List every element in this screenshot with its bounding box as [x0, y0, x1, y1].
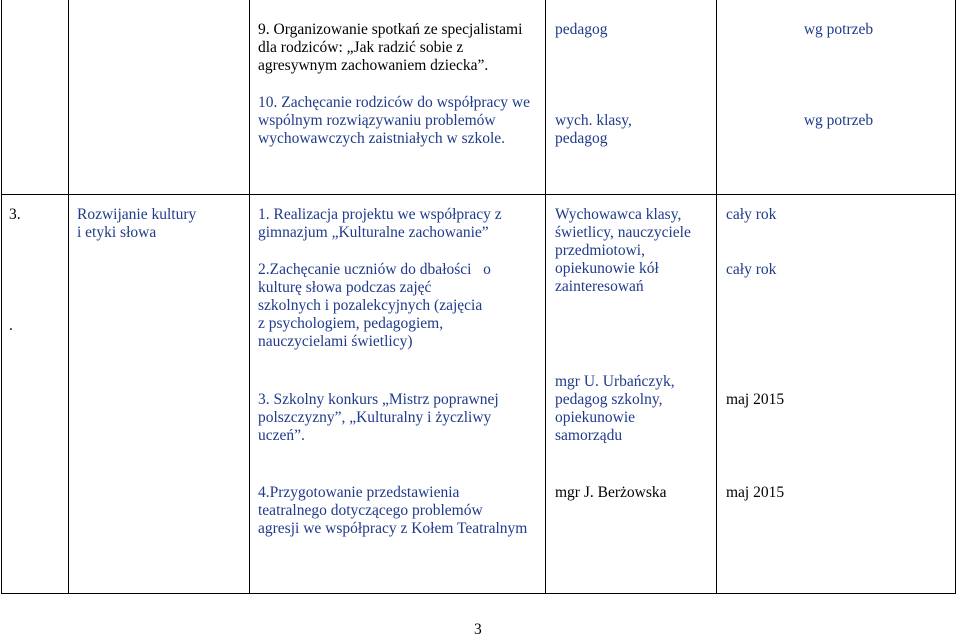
- section-number: 3.: [9, 206, 21, 223]
- page-number: 3: [474, 621, 482, 638]
- activity-2: 2.Zachęcanie uczniów do dbałości o kulturę słowa podczas zajęć szkolnych i pozalekcyjnych (zajęcia z psychologiem, pedagogiem, nauczycielami świetlicy): [258, 261, 491, 350]
- term-1: cały rok: [726, 206, 777, 223]
- activity-1: 1. Realizacja projektu we współpracy z gimnazjum „Kulturalne zachowanie”: [258, 206, 502, 241]
- term-3: maj 2015: [726, 391, 785, 408]
- section-dot: .: [9, 317, 13, 334]
- responsible-9: pedagog: [555, 21, 608, 38]
- column-divider-2: [249, 0, 250, 594]
- term-10: wg potrzeb: [803, 112, 874, 129]
- row-divider: [1, 194, 956, 195]
- column-divider-1: [68, 0, 69, 594]
- column-divider-3: [545, 0, 546, 594]
- activity-4: 4.Przygotowanie przedstawienia teatralnego dotyczącego problemów agresji we współpracy z Kołem Teatralnym: [258, 484, 528, 537]
- table-bottom-border: [1, 593, 956, 594]
- responsible-4: mgr J. Berżowska: [555, 484, 667, 501]
- term-4: maj 2015: [726, 484, 785, 501]
- responsible-10: wych. klasy, pedagog: [555, 112, 632, 147]
- table-left-border: [1, 0, 2, 594]
- activity-9: 9. Organizowanie spotkań ze specjalistami dla rodziców: „Jak radzić sobie z agresywnym zachowaniem dziecka”.: [258, 21, 523, 74]
- activity-3: 3. Szkolny konkurs „Mistrz poprawnej polszczyzny”, „Kulturalny i życzliwy uczeń”.: [258, 391, 499, 444]
- column-divider-4: [716, 0, 717, 594]
- section-title: Rozwijanie kultury i etyki słowa: [77, 206, 197, 241]
- responsible-1-2: Wychowawca klasy, świetlicy, nauczyciele przedmiotowi, opiekunowie kół zainteresowań: [555, 206, 691, 295]
- term-2: cały rok: [726, 261, 777, 278]
- term-9: wg potrzeb: [803, 21, 874, 38]
- activity-10: 10. Zachęcanie rodziców do współpracy we wspólnym rozwiązywaniu problemów wychowawczych zaistniałych w szkole.: [258, 94, 530, 147]
- table-right-border: [955, 0, 956, 594]
- responsible-3: mgr U. Urbańczyk, pedagog szkolny, opiekunowie samorządu: [555, 373, 675, 444]
